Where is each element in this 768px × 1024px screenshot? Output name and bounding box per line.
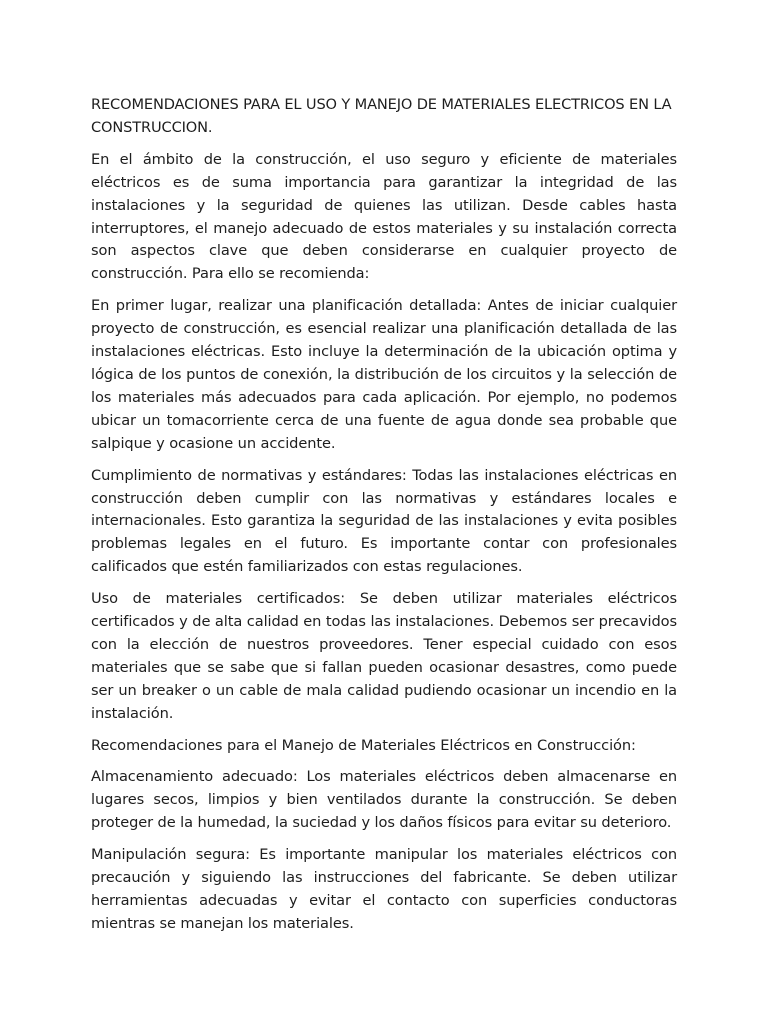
paragraph-subheading-manejo: Recomendaciones para el Manejo de Materiales Eléctricos en Construcción: [91,736,636,754]
document-page [91,94,677,945]
document-title: RECOMENDACIONES PARA EL USO Y MANEJO DE MATERIALES ELECTRICOS EN LA CONSTRUCCION. [91,96,672,136]
paragraph-planificacion: En primer lugar, realizar una planificación detallada: Antes de iniciar cualquier proyecto de construcción, es esencial realizar una planificación detallada de las instalaciones eléctricas. Esto incluye la determinación de la ubicación optima y lógica de los puntos de conexión, la distribución de los circuitos y la selección de los materiales más adecuados para cada aplicación. Por ejemplo, no podemos ubicar un tomacorriente cerca de una fuente de agua donde sea probable que salpique y ocasione un accidente. [91,297,677,452]
paragraph-normativas: Cumplimiento de normativas y estándares: Todas las instalaciones eléctricas en construcción deben cumplir con las normativas y estándares locales e internacionales. Esto garantiza la seguridad de las instalaciones y evita posibles problemas legales en el futuro. Es importante contar con profesionales calificados que estén familiarizados con estas regulaciones. [91,466,677,576]
paragraph-materiales-certificados: Uso de materiales certificados: Se deben utilizar materiales eléctricos certificados y de alta calidad en todas las instalaciones. Debemos ser precavidos con la elección de nuestros proveedores. Tener especial cuidado con esos materiales que se sabe que si fallan pueden ocasionar desastres, como puede ser un breaker o un cable de mala calidad pudiendo ocasionar un incendio en la instalación. [91,590,677,722]
paragraph-manipulacion: Manipulación segura: Es importante manipular los materiales eléctricos con precaución y siguiendo las instrucciones del fabricante. Se deben utilizar herramientas adecuadas y evitar el contacto con superficies conductoras mientras se manejan los materiales. [91,846,677,932]
paragraph-intro: En el ámbito de la construcción, el uso seguro y eficiente de materiales eléctricos es de suma importancia para garantizar la integridad de las instalaciones y la seguridad de quienes las utilizan. Desde cables hasta interruptores, el manejo adecuado de estos materiales y su instalación correcta son aspectos clave que deben considerarse en cualquier proyecto de construcción. Para ello se recomienda: [91,150,677,283]
paragraph-almacenamiento: Almacenamiento adecuado: Los materiales eléctricos deben almacenarse en lugares secos, limpios y bien ventilados durante la construcción. Se deben proteger de la humedad, la suciedad y los daños físicos para evitar su deterioro. [91,768,677,832]
